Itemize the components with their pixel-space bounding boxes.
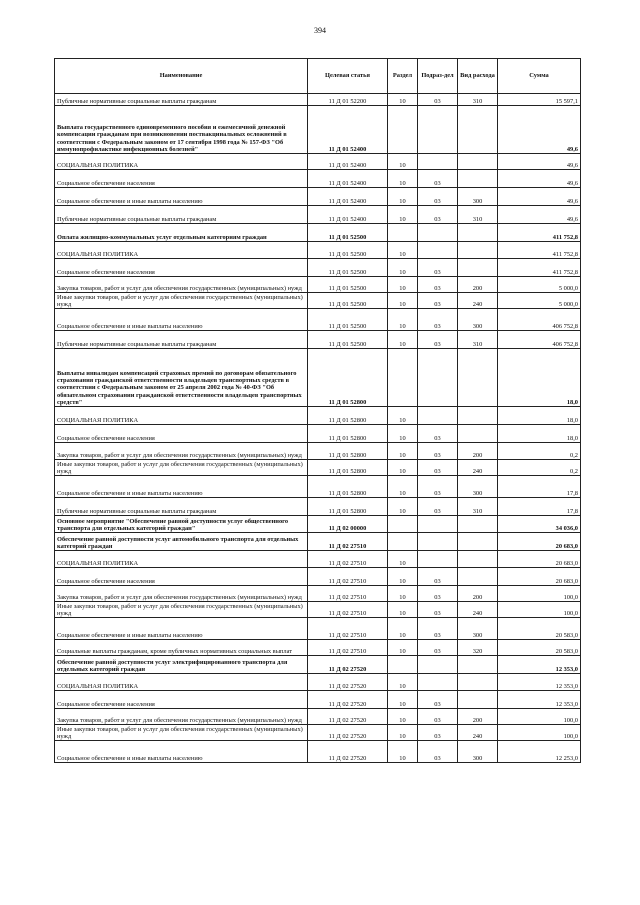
row-name: Социальное обеспечение населения (55, 568, 308, 586)
row-sum: 100,0 (498, 602, 581, 618)
row-expense-kind: 310 (458, 331, 498, 349)
row-subsection (418, 349, 458, 407)
row-section: 10 (388, 476, 418, 498)
row-target-article: 11 Д 01 52800 (308, 407, 388, 425)
table-row (55, 224, 581, 242)
row-section: 10 (388, 206, 418, 224)
row-name: Публичные нормативные социальные выплаты гражданам (55, 206, 308, 224)
row-subsection (418, 154, 458, 170)
table-row (55, 691, 581, 709)
row-target-article: 11 Д 02 27520 (308, 709, 388, 725)
table-row (55, 656, 581, 674)
table-row (55, 277, 581, 293)
row-name: Закупка товаров, работ и услуг для обеспечения государственных (муниципальных) нужд (55, 443, 308, 460)
table-row (55, 741, 581, 763)
row-expense-kind: 310 (458, 206, 498, 224)
row-name: Выплата государственного единовременного пособия и ежемесячной денежной компенсации гражданам при возникновении поствакцинальных осложнений в соответствии с Федеральным законом от 17 сентября 1998 года № 157-ФЗ "Об иммунопрофилактике инфекционных болезней" (55, 106, 308, 154)
row-section: 10 (388, 170, 418, 188)
row-name: Социальное обеспечение и иные выплаты населению (55, 741, 308, 763)
row-sum: 100,0 (498, 709, 581, 725)
header-expense-kind: Вид расхода (458, 59, 498, 94)
row-subsection: 03 (418, 443, 458, 460)
table-row (55, 516, 581, 533)
row-sum: 18,0 (498, 349, 581, 407)
table-row (55, 206, 581, 224)
header-subsection: Подраз-дел (418, 59, 458, 94)
row-section: 10 (388, 293, 418, 309)
row-section: 10 (388, 331, 418, 349)
row-sum: 411 752,8 (498, 224, 581, 242)
table-row (55, 259, 581, 277)
row-expense-kind: 300 (458, 618, 498, 640)
row-name: СОЦИАЛЬНАЯ ПОЛИТИКА (55, 154, 308, 170)
row-sum: 411 752,8 (498, 242, 581, 259)
row-target-article: 11 Д 02 27520 (308, 741, 388, 763)
table-row (55, 640, 581, 656)
row-subsection (418, 674, 458, 691)
row-expense-kind (458, 674, 498, 691)
row-name: Публичные нормативные социальные выплаты гражданам (55, 94, 308, 106)
row-target-article: 11 Д 01 52800 (308, 425, 388, 443)
row-target-article: 11 Д 01 52400 (308, 170, 388, 188)
row-sum: 0,2 (498, 443, 581, 460)
row-name: Иные закупки товаров, работ и услуг для обеспечения государственных (муниципальных) нужд (55, 725, 308, 741)
table-row (55, 498, 581, 516)
row-target-article: 11 Д 01 52500 (308, 277, 388, 293)
row-name: СОЦИАЛЬНАЯ ПОЛИТИКА (55, 674, 308, 691)
row-sum: 100,0 (498, 725, 581, 741)
table-row (55, 709, 581, 725)
row-subsection: 03 (418, 691, 458, 709)
row-name: Социальное обеспечение и иные выплаты населению (55, 618, 308, 640)
row-section: 10 (388, 154, 418, 170)
row-target-article: 11 Д 01 52800 (308, 443, 388, 460)
row-subsection: 03 (418, 640, 458, 656)
row-expense-kind (458, 259, 498, 277)
row-name: Социальное обеспечение населения (55, 170, 308, 188)
row-expense-kind: 320 (458, 640, 498, 656)
row-section: 10 (388, 602, 418, 618)
row-sum: 12 353,0 (498, 656, 581, 674)
row-expense-kind: 300 (458, 188, 498, 206)
row-expense-kind: 300 (458, 741, 498, 763)
row-section: 10 (388, 425, 418, 443)
row-target-article: 11 Д 01 52200 (308, 94, 388, 106)
row-subsection: 03 (418, 725, 458, 741)
table-row (55, 443, 581, 460)
row-section: 10 (388, 498, 418, 516)
row-section: 10 (388, 640, 418, 656)
row-subsection: 03 (418, 425, 458, 443)
row-expense-kind: 310 (458, 94, 498, 106)
row-expense-kind: 310 (458, 498, 498, 516)
row-name: Социальное обеспечение и иные выплаты населению (55, 309, 308, 331)
row-target-article: 11 Д 01 52500 (308, 331, 388, 349)
row-sum: 12 253,0 (498, 741, 581, 763)
row-target-article: 11 Д 02 27510 (308, 640, 388, 656)
row-subsection: 03 (418, 277, 458, 293)
row-section: 10 (388, 443, 418, 460)
row-section: 10 (388, 568, 418, 586)
row-expense-kind (458, 691, 498, 709)
row-sum: 12 353,0 (498, 691, 581, 709)
row-name: Иные закупки товаров, работ и услуг для обеспечения государственных (муниципальных) нужд (55, 460, 308, 476)
row-sum: 49,6 (498, 154, 581, 170)
table-row (55, 460, 581, 476)
row-sum: 49,6 (498, 188, 581, 206)
row-subsection (418, 551, 458, 568)
row-section (388, 106, 418, 154)
row-section: 10 (388, 618, 418, 640)
row-target-article: 11 Д 02 27520 (308, 656, 388, 674)
row-target-article: 11 Д 01 52400 (308, 206, 388, 224)
row-sum: 18,0 (498, 425, 581, 443)
row-subsection: 03 (418, 586, 458, 602)
row-target-article: 11 Д 02 27510 (308, 586, 388, 602)
table-row (55, 725, 581, 741)
row-target-article: 11 Д 02 27510 (308, 533, 388, 551)
row-target-article: 11 Д 02 27510 (308, 568, 388, 586)
row-target-article: 11 Д 01 52400 (308, 154, 388, 170)
row-name: Социальное обеспечение населения (55, 691, 308, 709)
row-name: Иные закупки товаров, работ и услуг для обеспечения государственных (муниципальных) нужд (55, 602, 308, 618)
row-name: СОЦИАЛЬНАЯ ПОЛИТИКА (55, 407, 308, 425)
row-subsection (418, 516, 458, 533)
row-section (388, 533, 418, 551)
table-row (55, 106, 581, 154)
row-subsection: 03 (418, 709, 458, 725)
row-expense-kind: 200 (458, 277, 498, 293)
row-name: Социальное обеспечение населения (55, 425, 308, 443)
row-name: Обеспечение равной доступности услуг автомобильного транспорта для отдельных категорий граждан (55, 533, 308, 551)
row-target-article: 11 Д 01 52500 (308, 224, 388, 242)
row-expense-kind (458, 407, 498, 425)
row-subsection: 03 (418, 206, 458, 224)
table-header-row (55, 59, 581, 94)
row-section: 10 (388, 407, 418, 425)
row-sum: 20 683,0 (498, 568, 581, 586)
row-sum: 406 752,8 (498, 309, 581, 331)
table-body (55, 94, 581, 763)
row-target-article: 11 Д 02 27510 (308, 602, 388, 618)
table-row (55, 425, 581, 443)
row-expense-kind: 240 (458, 725, 498, 741)
row-expense-kind (458, 516, 498, 533)
table-row (55, 94, 581, 106)
row-sum: 15 597,1 (498, 94, 581, 106)
row-expense-kind (458, 106, 498, 154)
row-name: Социальное обеспечение и иные выплаты населению (55, 188, 308, 206)
row-sum: 5 000,0 (498, 277, 581, 293)
row-subsection: 03 (418, 309, 458, 331)
header-section: Раздел (388, 59, 418, 94)
row-section: 10 (388, 551, 418, 568)
row-sum: 100,0 (498, 586, 581, 602)
row-sum: 34 036,0 (498, 516, 581, 533)
row-sum: 17,8 (498, 476, 581, 498)
row-expense-kind: 200 (458, 709, 498, 725)
table-row (55, 407, 581, 425)
row-expense-kind (458, 656, 498, 674)
row-sum: 20 583,0 (498, 618, 581, 640)
row-section: 10 (388, 709, 418, 725)
row-section: 10 (388, 460, 418, 476)
row-sum: 17,8 (498, 498, 581, 516)
row-target-article: 11 Д 01 52500 (308, 259, 388, 277)
row-expense-kind (458, 154, 498, 170)
budget-table (54, 58, 581, 763)
row-subsection: 03 (418, 170, 458, 188)
row-subsection: 03 (418, 602, 458, 618)
row-name: Обеспечение равной доступности услуг электрифицированного транспорта для отдельных категорий граждан (55, 656, 308, 674)
row-subsection: 03 (418, 618, 458, 640)
row-target-article: 11 Д 01 52800 (308, 476, 388, 498)
row-target-article: 11 Д 01 52800 (308, 349, 388, 407)
row-subsection (418, 533, 458, 551)
row-subsection: 03 (418, 188, 458, 206)
row-name: Закупка товаров, работ и услуг для обеспечения государственных (муниципальных) нужд (55, 586, 308, 602)
row-target-article: 11 Д 01 52500 (308, 309, 388, 331)
row-section: 10 (388, 691, 418, 709)
row-subsection (418, 407, 458, 425)
row-expense-kind (458, 551, 498, 568)
table-row (55, 188, 581, 206)
row-name: Иные закупки товаров, работ и услуг для обеспечения государственных (муниципальных) нужд (55, 293, 308, 309)
row-target-article: 11 Д 01 52800 (308, 460, 388, 476)
header-target-article: Целевая статья (308, 59, 388, 94)
row-sum: 18,0 (498, 407, 581, 425)
table-row (55, 476, 581, 498)
row-name: Основное мероприятие "Обеспечение равной доступности услуг общественного транспорта для отдельных категорий граждан" (55, 516, 308, 533)
row-target-article: 11 Д 01 52400 (308, 106, 388, 154)
row-subsection: 03 (418, 331, 458, 349)
table-row (55, 349, 581, 407)
row-subsection (418, 242, 458, 259)
row-expense-kind (458, 224, 498, 242)
row-subsection: 03 (418, 460, 458, 476)
page-number: 394 (314, 26, 326, 35)
row-expense-kind: 200 (458, 586, 498, 602)
row-section: 10 (388, 586, 418, 602)
row-expense-kind (458, 568, 498, 586)
row-subsection (418, 106, 458, 154)
row-target-article: 11 Д 01 52800 (308, 498, 388, 516)
row-name: Закупка товаров, работ и услуг для обеспечения государственных (муниципальных) нужд (55, 709, 308, 725)
row-target-article: 11 Д 01 52500 (308, 242, 388, 259)
table-row (55, 533, 581, 551)
table-row (55, 170, 581, 188)
row-section: 10 (388, 188, 418, 206)
table-row (55, 309, 581, 331)
row-expense-kind: 240 (458, 460, 498, 476)
row-subsection (418, 224, 458, 242)
row-target-article: 11 Д 01 52500 (308, 293, 388, 309)
row-name: Оплата жилищно-коммунальных услуг отдельным категориям граждан (55, 224, 308, 242)
row-section: 10 (388, 277, 418, 293)
row-sum: 20 583,0 (498, 640, 581, 656)
row-name: Выплаты инвалидам компенсаций страховых премий по договорам обязательного страхования гражданской ответственности владельцев транспортных средств в соответствии с Федеральным законом от 25 апреля 2002 года № 40-ФЗ "Об обязательном страховании гражданской ответственности владельцев транспортных средств" (55, 349, 308, 407)
row-expense-kind: 240 (458, 602, 498, 618)
row-subsection: 03 (418, 498, 458, 516)
table-row (55, 568, 581, 586)
table-row (55, 242, 581, 259)
row-expense-kind: 200 (458, 443, 498, 460)
row-section: 10 (388, 741, 418, 763)
table-row (55, 618, 581, 640)
table-row (55, 602, 581, 618)
row-sum: 12 353,0 (498, 674, 581, 691)
table-row (55, 586, 581, 602)
table-row (55, 551, 581, 568)
row-section (388, 224, 418, 242)
row-expense-kind (458, 170, 498, 188)
row-section: 10 (388, 94, 418, 106)
row-name: Публичные нормативные социальные выплаты гражданам (55, 498, 308, 516)
row-subsection: 03 (418, 741, 458, 763)
row-section (388, 349, 418, 407)
table-row (55, 154, 581, 170)
row-sum: 411 752,8 (498, 259, 581, 277)
table-row (55, 331, 581, 349)
row-subsection (418, 656, 458, 674)
row-sum: 0,2 (498, 460, 581, 476)
row-section: 10 (388, 309, 418, 331)
row-expense-kind (458, 533, 498, 551)
row-section: 10 (388, 259, 418, 277)
row-sum: 406 752,8 (498, 331, 581, 349)
row-sum: 49,6 (498, 206, 581, 224)
row-name: СОЦИАЛЬНАЯ ПОЛИТИКА (55, 242, 308, 259)
row-sum: 20 683,0 (498, 551, 581, 568)
table-row (55, 293, 581, 309)
row-subsection: 03 (418, 476, 458, 498)
row-section (388, 516, 418, 533)
row-target-article: 11 Д 02 27520 (308, 674, 388, 691)
row-sum: 5 000,0 (498, 293, 581, 309)
row-section (388, 656, 418, 674)
row-sum: 20 683,0 (498, 533, 581, 551)
row-sum: 49,6 (498, 170, 581, 188)
row-target-article: 11 Д 02 27520 (308, 725, 388, 741)
row-target-article: 11 Д 02 27520 (308, 691, 388, 709)
header-sum: Сумма (498, 59, 581, 94)
row-subsection: 03 (418, 568, 458, 586)
row-subsection: 03 (418, 293, 458, 309)
row-name: Публичные нормативные социальные выплаты гражданам (55, 331, 308, 349)
row-expense-kind: 300 (458, 309, 498, 331)
row-expense-kind: 300 (458, 476, 498, 498)
row-expense-kind: 240 (458, 293, 498, 309)
row-sum: 49,6 (498, 106, 581, 154)
row-expense-kind (458, 242, 498, 259)
row-name: СОЦИАЛЬНАЯ ПОЛИТИКА (55, 551, 308, 568)
row-target-article: 11 Д 02 00000 (308, 516, 388, 533)
row-section: 10 (388, 242, 418, 259)
row-expense-kind (458, 425, 498, 443)
row-subsection: 03 (418, 259, 458, 277)
row-name: Закупка товаров, работ и услуг для обеспечения государственных (муниципальных) нужд (55, 277, 308, 293)
table-row (55, 674, 581, 691)
row-target-article: 11 Д 01 52400 (308, 188, 388, 206)
row-section: 10 (388, 674, 418, 691)
row-subsection: 03 (418, 94, 458, 106)
row-target-article: 11 Д 02 27510 (308, 618, 388, 640)
row-name: Социальное обеспечение и иные выплаты населению (55, 476, 308, 498)
row-section: 10 (388, 725, 418, 741)
row-name: Социальные выплаты гражданам, кроме публичных нормативных социальных выплат (55, 640, 308, 656)
row-target-article: 11 Д 02 27510 (308, 551, 388, 568)
row-expense-kind (458, 349, 498, 407)
header-name: Наименование (55, 59, 308, 94)
row-name: Социальное обеспечение населения (55, 259, 308, 277)
